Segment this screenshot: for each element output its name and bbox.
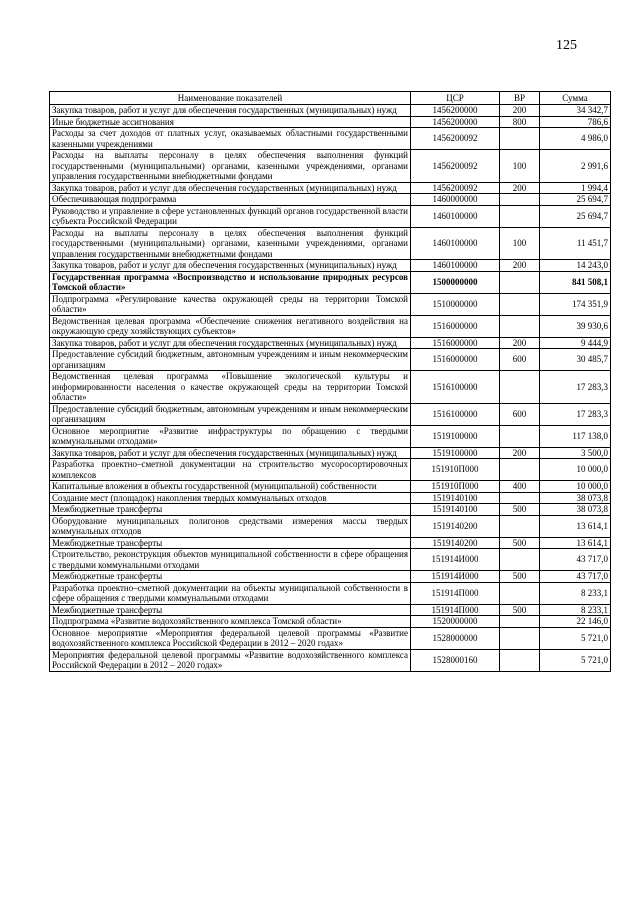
cell-sum: 25 694,7 [540,194,611,206]
cell-sum: 38 073,8 [540,504,611,516]
cell-sum: 25 694,7 [540,205,611,227]
cell-csr: 1500000000 [411,271,500,293]
cell-name: Закупка товаров, работ и услуг для обеспечения государственных (муниципальных) нужд [50,105,411,117]
cell-name: Расходы на выплаты персоналу в целях обеспечения выполнения функций государственными (муниципальными) органами, казенными учреждениями, органами управления государственными внебюджетными фондами [50,227,411,260]
cell-csr: 1528000160 [411,649,500,671]
cell-csr: 151910П000 [411,459,500,481]
cell-vr [500,616,540,628]
cell-sum: 13 614,1 [540,537,611,549]
cell-csr: 1460100000 [411,205,500,227]
cell-vr: 500 [500,504,540,516]
cell-csr: 1516100000 [411,403,500,425]
cell-sum: 5 721,0 [540,627,611,649]
cell-sum: 11 451,7 [540,227,611,260]
table-row [50,582,611,604]
cell-name: Основное мероприятие «Мероприятия федеральной целевой программы «Развитие водохозяйственного комплекса Российской Федерации в 2012 – 2020 годах» [50,627,411,649]
table-row [50,205,611,227]
cell-csr: 1519140100 [411,492,500,504]
cell-vr [500,371,540,404]
header-csr: ЦСР [411,92,500,105]
cell-vr [500,205,540,227]
cell-name: Капитальные вложения в объекты государственной (муниципальной) собственности [50,481,411,493]
table-row [50,537,611,549]
table-row [50,371,611,404]
cell-sum: 786,6 [540,116,611,128]
cell-vr: 800 [500,116,540,128]
cell-name: Закупка товаров, работ и услуг для обеспечения государственных (муниципальных) нужд [50,182,411,194]
cell-csr: 1516000000 [411,349,500,371]
page-number: 125 [556,38,577,53]
cell-vr [500,128,540,150]
cell-sum: 8 233,1 [540,582,611,604]
cell-csr: 1519140200 [411,515,500,537]
cell-sum: 8 233,1 [540,604,611,616]
table-row [50,315,611,337]
cell-vr: 200 [500,260,540,272]
table-row [50,649,611,671]
cell-name: Расходы на выплаты персоналу в целях обеспечения выполнения функций государственными (муниципальными) органами, казенными учреждениями, органами управления государственными внебюджетными фондами [50,150,411,183]
header-name: Наименование показателей [50,92,411,105]
table-row [50,128,611,150]
cell-sum: 3 500,0 [540,447,611,459]
cell-vr [500,271,540,293]
cell-vr: 100 [500,150,540,183]
cell-vr: 200 [500,447,540,459]
cell-csr: 151914П000 [411,604,500,616]
cell-sum: 17 283,3 [540,371,611,404]
cell-csr: 151914И000 [411,549,500,571]
cell-name: Ведомственная целевая программа «Обеспечение снижения негативного воздействия на окружающую среду хозяйствующих субъектов» [50,315,411,337]
cell-name: Создание мест (площадок) накопления твердых коммунальных отходов [50,492,411,504]
cell-csr: 1519140200 [411,537,500,549]
table-row [50,227,611,260]
cell-vr [500,627,540,649]
table-row [50,271,611,293]
cell-vr [500,582,540,604]
budget-table [49,91,611,672]
table-row [50,616,611,628]
header-sum: Сумма [540,92,611,105]
table-row [50,447,611,459]
table-header-row [50,92,611,105]
cell-vr [500,425,540,447]
cell-vr: 100 [500,227,540,260]
cell-csr: 1456200000 [411,116,500,128]
cell-sum: 9 444,9 [540,337,611,349]
cell-sum: 34 342,7 [540,105,611,117]
cell-csr: 1460100000 [411,227,500,260]
cell-csr: 1516000000 [411,315,500,337]
cell-csr: 1456200092 [411,150,500,183]
cell-sum: 10 000,0 [540,459,611,481]
cell-csr: 1456200092 [411,128,500,150]
cell-name: Основное мероприятие «Развитие инфраструктуры по обращению с твердыми коммунальными отходами» [50,425,411,447]
cell-csr: 151914И000 [411,571,500,583]
table-row [50,150,611,183]
cell-name: Ведомственная целевая программа «Повышение экологической культуры и информированности населения о качестве окружающей среды на территории Томской области» [50,371,411,404]
cell-csr: 1528000000 [411,627,500,649]
cell-name: Мероприятия федеральной целевой программы «Развитие водохозяйственного комплекса Российской Федерации в 2012 – 2020 годах» [50,649,411,671]
cell-csr: 1519100000 [411,447,500,459]
table-row [50,604,611,616]
cell-vr: 500 [500,571,540,583]
cell-vr: 500 [500,537,540,549]
cell-vr [500,549,540,571]
cell-sum: 38 073,8 [540,492,611,504]
cell-name: Руководство и управление в сфере установленных функций органов государственной власти субъекта Российской Федерации [50,205,411,227]
cell-vr [500,293,540,315]
cell-csr: 1510000000 [411,293,500,315]
table-row [50,293,611,315]
cell-vr: 500 [500,604,540,616]
cell-sum: 174 351,9 [540,293,611,315]
cell-csr: 1456200092 [411,182,500,194]
cell-sum: 5 721,0 [540,649,611,671]
cell-sum: 43 717,0 [540,549,611,571]
cell-vr [500,492,540,504]
cell-vr: 600 [500,403,540,425]
cell-csr: 1460100000 [411,260,500,272]
cell-name: Разработка проектно–сметной документации на объекты муниципальной собственности в сфере обращения с твердыми коммунальными отходами [50,582,411,604]
cell-sum: 30 485,7 [540,349,611,371]
cell-vr: 600 [500,349,540,371]
cell-name: Межбюджетные трансферты [50,504,411,516]
table-row [50,182,611,194]
table-row [50,425,611,447]
table-row [50,403,611,425]
cell-csr: 1520000000 [411,616,500,628]
cell-vr [500,515,540,537]
cell-name: Подпрограмма «Развитие водохозяйственного комплекса Томской области» [50,616,411,628]
table-row [50,116,611,128]
cell-csr: 1516000000 [411,337,500,349]
table-row [50,504,611,516]
cell-name: Межбюджетные трансферты [50,604,411,616]
cell-sum: 22 146,0 [540,616,611,628]
cell-csr: 1516100000 [411,371,500,404]
cell-name: Межбюджетные трансферты [50,537,411,549]
cell-name: Обеспечивающая подпрограмма [50,194,411,206]
cell-csr: 1456200000 [411,105,500,117]
cell-vr [500,194,540,206]
table-row [50,337,611,349]
cell-vr: 400 [500,481,540,493]
cell-name: Предоставление субсидий бюджетным, автономным учреждениям и иным некоммерческим организациям [50,349,411,371]
table-row [50,481,611,493]
cell-csr: 151914П000 [411,582,500,604]
cell-sum: 2 991,6 [540,150,611,183]
table-row [50,260,611,272]
table-row [50,459,611,481]
cell-sum: 1 994,4 [540,182,611,194]
cell-csr: 1519100000 [411,425,500,447]
table-row [50,627,611,649]
cell-sum: 39 930,6 [540,315,611,337]
cell-name: Межбюджетные трансферты [50,571,411,583]
cell-name: Разработка проектно–сметной документации на строительство мусоросортировочных комплексов [50,459,411,481]
cell-csr: 1519140100 [411,504,500,516]
cell-vr [500,315,540,337]
cell-name: Закупка товаров, работ и услуг для обеспечения государственных (муниципальных) нужд [50,337,411,349]
cell-name: Предоставление субсидий бюджетным, автономным учреждениям и иным некоммерческим организациям [50,403,411,425]
cell-name: Государственная программа «Воспроизводство и использование природных ресурсов Томской области» [50,271,411,293]
cell-name: Подпрограмма «Регулирование качества окружающей среды на территории Томской области» [50,293,411,315]
cell-name: Строительство, реконструкция объектов муниципальной собственности в сфере обращения с твердыми коммунальными отходами [50,549,411,571]
cell-sum: 117 138,0 [540,425,611,447]
cell-name: Оборудование муниципальных полигонов средствами измерения массы твердых коммунальных отходов [50,515,411,537]
cell-vr: 200 [500,337,540,349]
cell-vr [500,649,540,671]
table-row [50,571,611,583]
cell-csr: 1460000000 [411,194,500,206]
table-body [50,105,611,672]
cell-name: Закупка товаров, работ и услуг для обеспечения государственных (муниципальных) нужд [50,260,411,272]
cell-sum: 43 717,0 [540,571,611,583]
cell-sum: 10 000,0 [540,481,611,493]
table-row [50,349,611,371]
table-row [50,492,611,504]
cell-name: Закупка товаров, работ и услуг для обеспечения государственных (муниципальных) нужд [50,447,411,459]
cell-vr: 200 [500,182,540,194]
cell-sum: 17 283,3 [540,403,611,425]
cell-vr: 200 [500,105,540,117]
header-vr: ВР [500,92,540,105]
cell-sum: 14 243,0 [540,260,611,272]
cell-sum: 4 986,0 [540,128,611,150]
cell-csr: 151910П000 [411,481,500,493]
table-row [50,194,611,206]
cell-name: Расходы за счет доходов от платных услуг, оказываемых областными государственными казенными учреждениями [50,128,411,150]
table-row [50,515,611,537]
cell-vr [500,459,540,481]
cell-sum: 841 508,1 [540,271,611,293]
cell-sum: 13 614,1 [540,515,611,537]
table-row [50,549,611,571]
cell-name: Иные бюджетные ассигнования [50,116,411,128]
table-row [50,105,611,117]
